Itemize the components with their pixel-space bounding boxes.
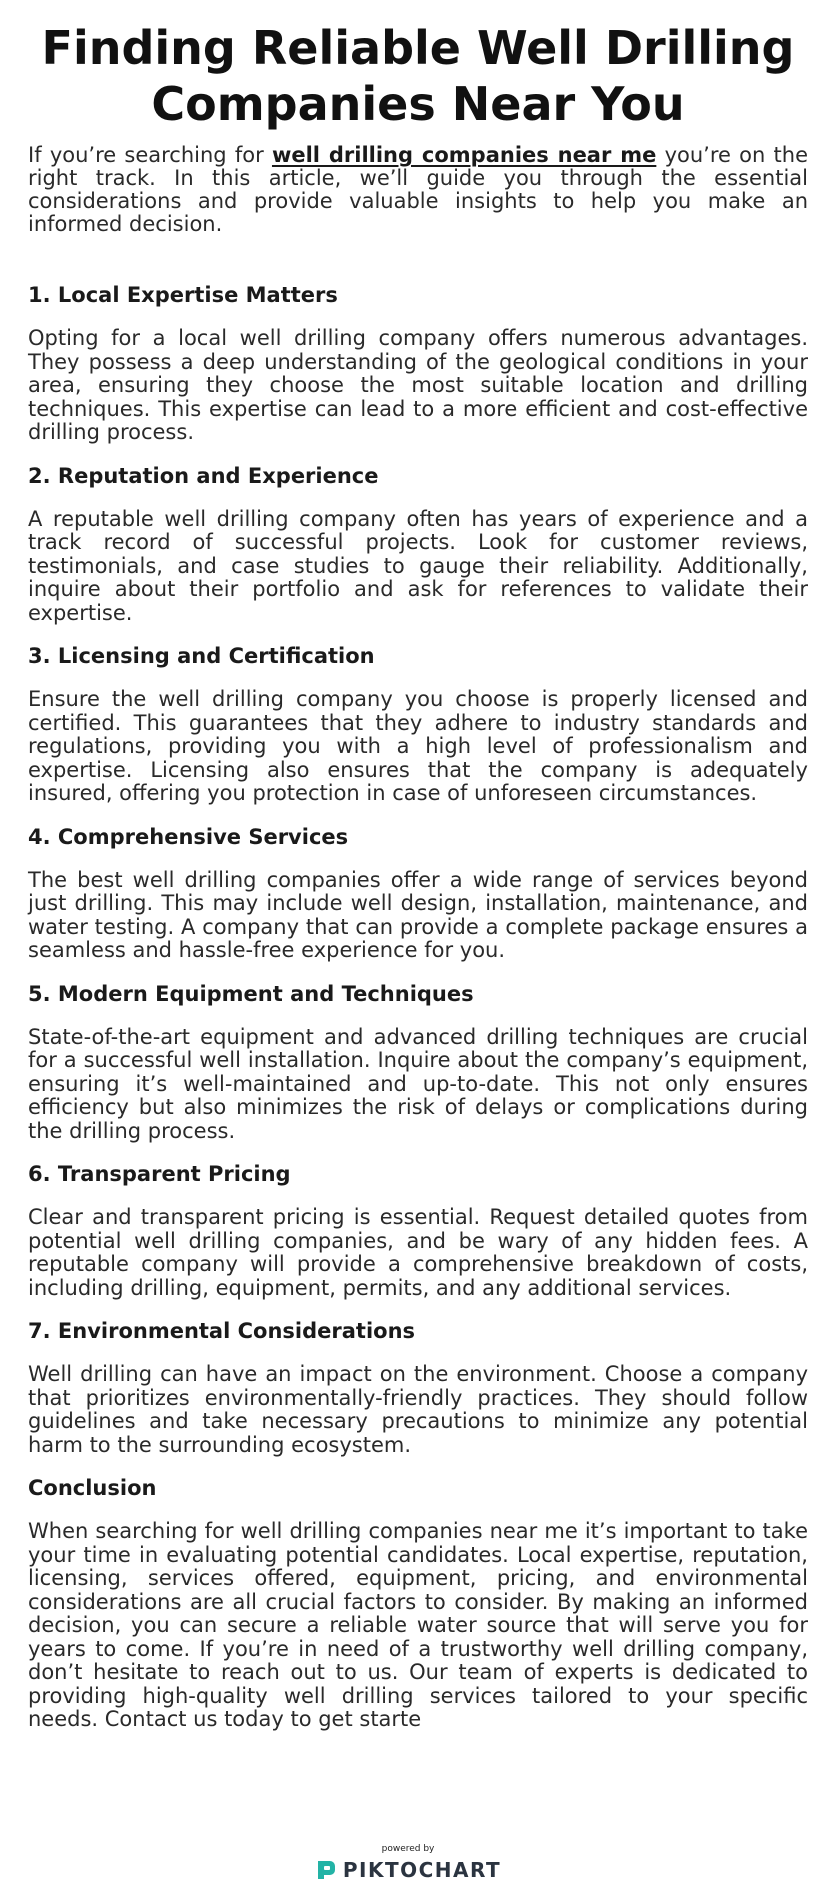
section-body: When searching for well drilling companies near me it’s important to take your time in evaluating potential candidates. Local expertise, reputation, licensing, services offered, equipment, pricing, and environmental considerations are all crucial factors to consider. By making an informed decision, you can secure a reliable water source that will serve you for years to come. If you’re in need of a trustworthy well drilling company, don’t hesitate to reach out to us. Our team of experts is dedicated to providing high-quality well drilling services tailored to your specific needs. Contact us today to get starte <box>28 1519 808 1731</box>
section-heading: 5. Modern Equipment and Techniques <box>28 981 474 1006</box>
section-body: State-of-the-art equipment and advanced drilling techniques are crucial for a successful well installation. Inquire about the company’s equipment, ensuring it’s well-maintained and up-to-date. This not only ensures efficiency but also minimizes the risk of delays or complications during the drilling process. <box>28 1024 808 1143</box>
intro-text-after: you’re on the right track. In this article, we’ll guide you through the essential considerations and provide valuable insights to help you make an informed decision. <box>28 143 809 236</box>
section-body: The best well drilling companies offer a wide range of services beyond just drilling. This may include well design, installation, maintenance, and water testing. A company that can provide a complete package ensures a seamless and hassle-free experience for you. <box>28 867 808 962</box>
section-heading: 1. Local Expertise Matters <box>28 283 338 307</box>
section-heading: 7. Environmental Considerations <box>28 1319 416 1343</box>
section-body: A reputable well drilling company often has years of experience and a track record of successful projects. Look for customer reviews, testimonials, and case studies to gauge their reliability. Additionally, inquire about their portfolio and ask for references to validate their expertise. <box>28 506 808 625</box>
keyword-link[interactable]: well drilling companies near me <box>271 143 657 167</box>
page-title: Finding Reliable Well Drilling Companies Near You <box>41 21 795 131</box>
section-body: Clear and transparent pricing is essential. Request detailed quotes from potential well drilling companies, and be wary of any hidden fees. A reputable company will provide a comprehensive breakdown of costs, including drilling, equipment, permits, and any additional services. <box>28 1205 808 1300</box>
intro-text-before: If you’re searching for <box>28 143 272 167</box>
intro-paragraph <box>28 144 808 236</box>
section-local-expertise <box>28 282 808 445</box>
piktochart-footer <box>0 1844 816 1886</box>
section-body: Ensure the well drilling company you choose is properly licensed and certified. This guarantees that they adhere to industry standards and regulations, providing you with a high level of professionalism and expertise. Licensing also ensures that the company is adequately insured, offering you protection in case of unforeseen circumstances. <box>28 687 808 805</box>
section-services <box>28 824 808 963</box>
article <box>28 20 808 1732</box>
powered-by-label: powered by <box>381 1844 435 1854</box>
piktochart-wordmark: PIKTOCHART <box>342 1858 502 1882</box>
section-heading: 2. Reputation and Experience <box>28 463 379 488</box>
piktochart-logo-icon <box>315 1858 337 1882</box>
section-equipment <box>28 981 808 1144</box>
piktochart-logo[interactable] <box>315 1858 501 1882</box>
section-heading: 4. Comprehensive Services <box>28 824 349 849</box>
section-environment <box>28 1318 808 1457</box>
section-heading: Conclusion <box>28 1476 157 1500</box>
section-pricing <box>28 1161 808 1300</box>
section-body: Well drilling can have an impact on the environment. Choose a company that prioritizes environmentally-friendly practices. They should follow guidelines and take necessary precautions to minimize any potential harm to the surrounding ecosystem. <box>28 1362 808 1457</box>
section-heading: 6. Transparent Pricing <box>28 1162 291 1186</box>
section-heading: 3. Licensing and Certification <box>28 644 375 668</box>
section-conclusion <box>28 1475 808 1732</box>
section-reputation <box>28 463 808 626</box>
section-licensing <box>28 643 808 806</box>
section-body: Opting for a local well drilling company offers numerous advantages. They possess a deep understanding of the geological conditions in your area, ensuring they choose the most suitable location and drilling techniques. This expertise can lead to a more efficient and cost-effective drilling process. <box>28 326 808 444</box>
